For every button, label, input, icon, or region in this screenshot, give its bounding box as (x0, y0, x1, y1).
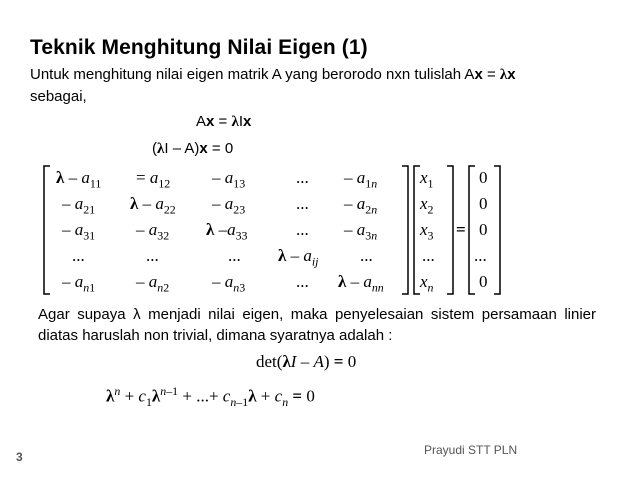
intro-x-2: x (507, 66, 516, 83)
determinant-equation: det(λI – A) = 0 (256, 352, 357, 371)
eq1-eq: = (214, 113, 232, 130)
matrix-cell: ... (296, 220, 309, 239)
matrix-cell: ... (228, 246, 241, 265)
slide-title: Teknik Menghitung Nilai Eigen (1) (30, 36, 368, 59)
matrix-cell: – $a_{2n}$ (344, 194, 378, 217)
matrix-cell: – $a_{31}$ (62, 220, 96, 243)
intro-lambda: λ (499, 67, 508, 83)
vector-zero-cell: 0 (479, 272, 488, 291)
matrix-cell: – $a_{21}$ (62, 194, 96, 217)
intro-x: x (474, 66, 483, 83)
matrix-cell: = $a_{12}$ (136, 168, 171, 191)
matrix-equation (42, 162, 512, 298)
eq2-open: ( (152, 140, 157, 157)
matrix-cell: – $a_{n2}$ (136, 272, 170, 295)
matrix-cell: ... (146, 246, 159, 265)
matrix-cell: – $a_{n3}$ (212, 272, 246, 295)
vector-x-cell: ... (422, 246, 435, 265)
vector-x-cell: $x_3$ (420, 220, 434, 243)
matrix-cell: λ – $a_{ij}$ (278, 246, 319, 269)
equation-ax-lambda-ix (196, 113, 251, 131)
equation-lambda-i-minus-a (152, 140, 233, 158)
footer-author: Prayudi STT PLN (424, 443, 518, 457)
eq2-rest: = 0 (207, 140, 234, 157)
matrix-cell: – $a_{32}$ (136, 220, 170, 243)
eq1-x2: x (243, 113, 252, 130)
eq1-i: I (238, 113, 244, 130)
matrix-cell: – $a_{n1}$ (62, 272, 96, 295)
matrix-brackets (42, 162, 512, 298)
eq2-x: x (199, 140, 208, 157)
intro-text (30, 64, 516, 107)
matrix-cell: ... (360, 246, 373, 265)
matrix-cell: – $a_{3n}$ (344, 220, 378, 243)
intro-eq: = (482, 66, 500, 83)
intro-line-1-text: Untuk menghitung nilai eigen matrik A yang berorodo nxn tulislah A (30, 66, 475, 83)
matrix-equals: = (456, 220, 466, 239)
eq2-i: I – A) (164, 140, 200, 157)
matrix-cell: λ – $a_{nn}$ (338, 272, 384, 295)
matrix-cell: ... (296, 194, 309, 213)
vector-zero-cell: 0 (479, 220, 488, 239)
condition-paragraph: Agar supaya λ menjadi nilai eigen, maka penyelesaian sistem persamaan linier diatas haruslah non trivial, dimana syaratnya adalah : (38, 306, 596, 344)
vector-zero-cell: 0 (479, 194, 488, 213)
eq1-x: x (206, 113, 215, 130)
intro-line-2: sebagai, (30, 88, 87, 105)
page-number: 3 (16, 450, 23, 464)
vector-x-cell: $x_n$ (420, 272, 434, 295)
eq2-lambda: λ (157, 141, 165, 157)
matrix-cell: ... (296, 168, 309, 187)
intro-line-1 (30, 64, 516, 86)
eq1-a: A (196, 113, 207, 130)
matrix-cell: ... (72, 246, 85, 265)
matrix-cell: λ – $a_{11}$ (56, 168, 102, 191)
vector-zero-cell: 0 (479, 168, 488, 187)
characteristic-polynomial: $\lambda^n + c_1\lambda^{n-1}$ + ...+ $c_{n-1}\lambda + c_n = 0$ (106, 384, 315, 410)
vector-x-cell: $x_1$ (420, 168, 434, 191)
matrix-cell: λ – $a_{22}$ (130, 194, 176, 217)
matrix-cell: ... (296, 272, 309, 291)
matrix-cell: λ $-a_{33}$ (206, 220, 248, 243)
vector-zero-cell: ... (474, 246, 487, 265)
vector-x-cell: $x_2$ (420, 194, 434, 217)
eq1-lambda: λ (231, 114, 239, 130)
matrix-cell: – $a_{1n}$ (344, 168, 378, 191)
matrix-cell: – $a_{23}$ (212, 194, 246, 217)
matrix-cell: – $a_{13}$ (212, 168, 246, 191)
